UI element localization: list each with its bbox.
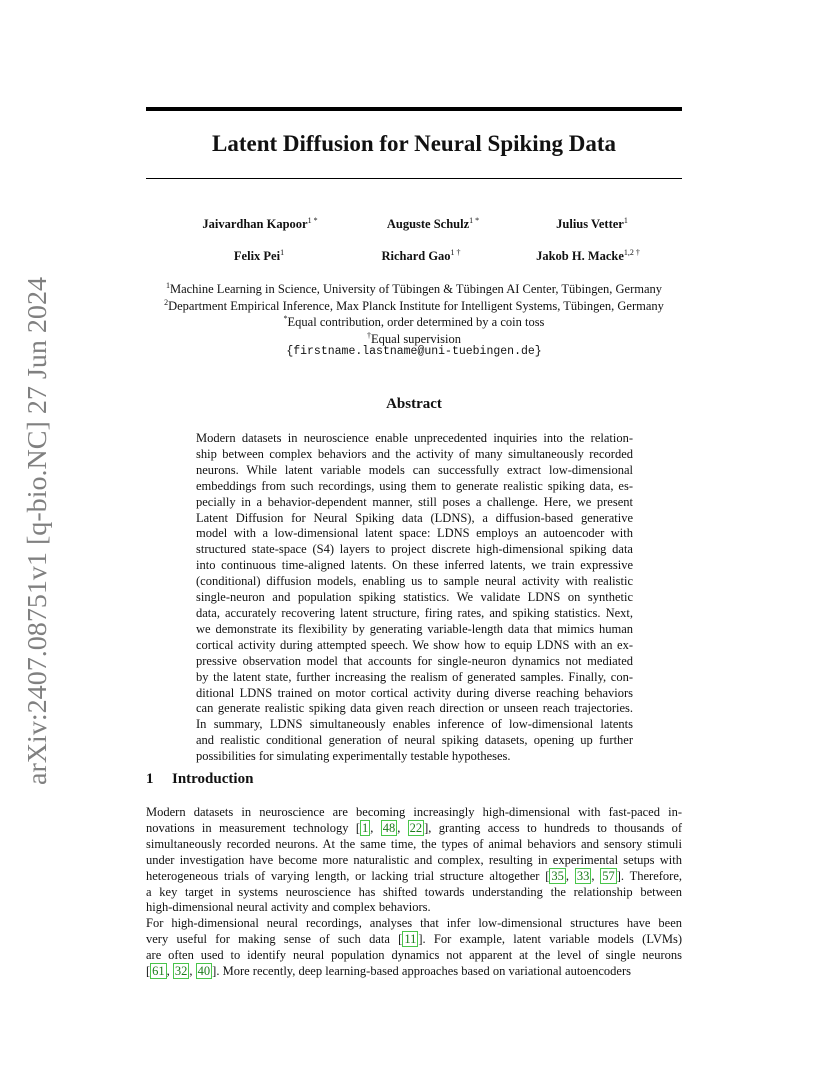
abstract-line: possibilities for simulating experimentally testable hypotheses. <box>196 749 511 764</box>
paragraph-line: simultaneously recorded neurons. At the same time, the types of animal behaviors and sensory stimuli <box>146 836 682 851</box>
author: Felix Pei$^1$ <box>233 248 285 264</box>
paper-title: Latent Diffusion for Neural Spiking Data <box>211 131 617 156</box>
paragraph-line: are often used to identify neural population dynamics not apparent at the level of single neurons <box>146 947 682 962</box>
abstract-line: neurons. While latent variable models can successfully extract low-dimensional <box>196 462 633 477</box>
citation-link[interactable]: 57 <box>602 868 615 883</box>
abstract-line: ditional LDNS trained on motor cortical activity during diverse reaching behaviors <box>196 685 633 700</box>
paragraph-line: very useful for making sense of such data [ 11 ]. For example, latent variable models (LVMs) <box>146 931 682 946</box>
citation-link[interactable]: 11 <box>404 931 417 946</box>
equal-supervision-note: †Equal supervision <box>367 331 461 347</box>
abstract-line: Latent Diffusion for Neural Spiking data (LDNS), a diffusion-based generative <box>196 510 633 525</box>
abstract-line: structured state-space (S4) layers to project discrete high-dimensional spiking data <box>196 542 633 557</box>
citation-link[interactable]: 33 <box>576 868 590 883</box>
contact-email[interactable]: {firstname.lastname@uni-tuebingen.de} <box>286 345 542 358</box>
intro-paragraph-1 <box>146 805 682 916</box>
citation-link[interactable]: 1 <box>361 820 369 835</box>
abstract-line: can generate realistic spiking data given reach direction or unseen reach trajectories. <box>196 701 633 716</box>
arxiv-identifier-svg <box>20 275 54 785</box>
citation-link[interactable]: 61 <box>152 963 165 978</box>
equal-contribution-note: *Equal contribution, order determined by a coin toss <box>283 314 545 330</box>
abstract-line: we demonstrate its flexibility by generating variable-length data that mimics human <box>196 621 633 636</box>
citation-link[interactable]: 22 <box>409 820 423 835</box>
abstract-line: pecially in a behavior-dependent manner, still poses a challenge. Here, we present <box>196 494 633 509</box>
title-rule-bottom <box>146 178 682 179</box>
section-heading <box>146 771 253 788</box>
author-row-1 <box>146 216 682 234</box>
arxiv-identifier-text: arXiv:2407.08751v1 [q-bio.NC] 27 Jun 2024 <box>21 286 52 785</box>
author-row-2 <box>146 248 682 266</box>
abstract-line: single-neuron and population spiking statistics. We validate LDNS on synthetic <box>196 590 633 605</box>
arxiv-identifier <box>20 275 54 785</box>
abstract-line: into continuous time-aligned latents. On these inferred latents, we train expressive <box>196 558 633 573</box>
citation-link[interactable]: 35 <box>551 868 564 883</box>
paragraph-line: high-dimensional neural activity and complex behaviors. <box>146 900 431 915</box>
abstract-line: and realistic conditional generation of neural spiking datasets, opening up further <box>196 733 633 748</box>
abstract-line: embeddings from such recordings, using them to generate realistic spiking data, es- <box>196 478 633 493</box>
abstract-line: data, accurately recovering latent structure, firing rates, and spiking statistics. Next, <box>196 605 633 620</box>
citation-link[interactable]: 32 <box>174 963 188 978</box>
affiliation-1: $^1$Machine Learning in Science, University of Tübingen & Tübingen AI Center, Tübingen, Germany <box>165 281 663 297</box>
author: Jakob H. Macke$^{1,2 \dagger}$ <box>536 248 640 264</box>
intro-paragraph-2 <box>146 916 682 980</box>
abstract-line: cortical activity during attempted speech. We show how to equip LDNS with an ex- <box>196 637 633 652</box>
paragraph-line: For high-dimensional neural recordings, analyses that infer low-dimensional structures have been <box>146 916 682 930</box>
abstract-line: pressive observation model that accounts for single-neuron dynamics not mediated <box>196 653 633 668</box>
affiliation-2: $^2$Department Empirical Inference, Max Planck Institute for Intelligent Systems, Tübingen, Germany <box>164 298 664 314</box>
abstract-heading: Abstract <box>386 396 442 412</box>
title-rule-top <box>146 107 682 111</box>
paragraph-line: [ 61 , 32 , 40 ]. More recently, deep learning-based approaches based on variational autoencoders <box>146 963 631 978</box>
author: Richard Gao$^{1 \dagger}$ <box>381 248 461 264</box>
citation-link[interactable]: 48 <box>382 820 396 835</box>
citation-link[interactable]: 40 <box>197 963 211 978</box>
author: Auguste Schulz$^{1 *}$ <box>386 216 480 232</box>
paragraph-line: novations in measurement technology [ 1 , 48 , 22 ], granting access to hundreds to thousands of <box>146 820 682 835</box>
paragraph-line: heterogeneous trials of varying length, or lacking trial structure altogether [ 35 , 33 , 57 ]. Therefore, <box>146 868 683 883</box>
paragraph-line: under investigation have become more naturalistic and complex, resulting in experimental setups with <box>146 852 682 867</box>
paragraph-line: Modern datasets in neuroscience are becoming increasingly high-dimensional with fast-paced in- <box>146 805 682 819</box>
abstract-line: ship between complex behaviors and the activity of many simultaneously recorded <box>196 446 633 461</box>
abstract-line: model with a low-dimensional latent space: LDNS employs an autoencoder with <box>196 526 633 541</box>
section-number: 1 <box>146 771 154 787</box>
section-title: Introduction <box>172 771 254 787</box>
abstract-line: (conditional) diffusion models, enabling us to sample neural activity with realistic <box>196 574 633 589</box>
paragraph-line: a key target in systems neuroscience has shifted towards understanding the relationship between <box>146 884 682 899</box>
author: Julius Vetter$^1$ <box>556 216 628 232</box>
abstract-line: by the latent state, further increasing the realism of generated samples. Finally, con- <box>196 669 633 684</box>
abstract-line: Modern datasets in neuroscience enable unprecedented inquiries into the relation- <box>196 431 633 445</box>
author: Jaivardhan Kapoor$^{1 *}$ <box>202 216 318 232</box>
abstract-line: In summary, LDNS simultaneously enables inference of low-dimensional latents <box>196 717 633 732</box>
abstract-body <box>196 431 633 765</box>
